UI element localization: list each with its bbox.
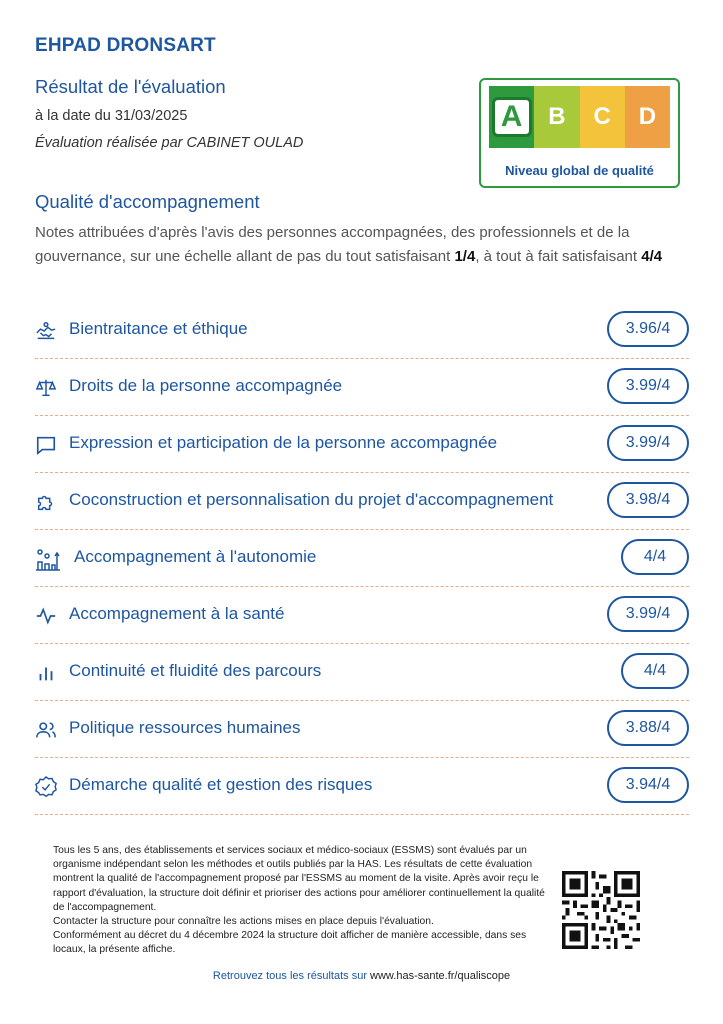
criterion-label: Accompagnement à l'autonomie [74,547,317,566]
grade-scale [489,86,670,148]
criterion-row [35,359,689,416]
grade-d: D [625,86,670,148]
pulse-icon [35,605,57,627]
criterion-row [35,302,689,359]
criterion-score: 3.99/4 [607,368,689,404]
criterion-score: 4/4 [621,539,689,575]
criterion-score: 3.98/4 [607,482,689,518]
puzzle-icon [35,491,57,513]
evaluation-date: à la date du 31/03/2025 [35,108,188,124]
footer-paragraph: Contacter la structure pour connaître les actions mises en place depuis l'évaluation. [53,916,434,928]
criterion-row [35,587,689,644]
result-title: Résultat de l'évaluation [35,76,226,97]
criterion-row [35,473,689,530]
criterion-score: 3.96/4 [607,311,689,347]
grade-b: B [534,86,579,148]
criterion-label: Droits de la personne accompagnée [69,376,343,395]
quality-section-title: Qualité d'accompagnement [35,191,260,212]
intro-text: Notes attribuées d'après l'avis des personnes accompagnées, des professionnels et de la gouvernance, sur une échelle allant de pas du tout satisfaisant [35,224,630,265]
criterion-score: 4/4 [621,653,689,689]
users-icon [35,719,57,741]
evaluator: Évaluation réalisée par CABINET OULAD [35,135,304,151]
criterion-label: Accompagnement à la santé [69,604,285,623]
grade-a [489,86,534,148]
criterion-row [35,644,689,701]
grade-a-selected: A [492,97,532,137]
criterion-score: 3.99/4 [607,425,689,461]
intro-min-score: 1/4 [454,248,476,265]
criterion-label: Continuité et fluidité des parcours [69,661,322,680]
quality-criteria-list [35,302,689,815]
criterion-row [35,758,689,815]
award-badge-icon [35,776,57,798]
quality-intro [35,221,685,269]
criterion-score: 3.94/4 [607,767,689,803]
criterion-row [35,701,689,758]
speech-bubble-icon [35,434,57,456]
link-prefix: Retrouvez tous les résultats sur [212,970,371,982]
handshake-icon [35,320,57,342]
criterion-label: Coconstruction et personnalisation du projet d'accompagnement [69,490,554,509]
criterion-score: 3.88/4 [607,710,689,746]
criterion-row [35,416,689,473]
footer-paragraph: Tous les 5 ans, des établissements et services sociaux et médico-sociaux (ESSMS) sont évalués par un organisme indépendant selon les méthodes et outils publiés par la HAS. Les résultats de cette évaluation montrent la qualité de l'accompagnement proposé par l'ESSMS au moment de la visite. Après avoir reçu le rapport d'évaluation, la structure doit définir et prioriser des actions pour améliorer continuellement la qualité de l'accompagnement. [53,845,545,913]
establishment-name: EHPAD DRONSART [35,35,216,56]
intro-max-score: 4/4 [641,248,663,265]
footer-explanation [53,844,558,958]
criterion-label: Bientraitance et éthique [69,319,248,338]
criterion-score: 3.99/4 [607,596,689,632]
footer-paragraph: Conformément au décret du 4 décembre 2024 la structure doit afficher de manière accessible, dans ses locaux, la présente affiche. [53,930,527,956]
criterion-label: Expression et participation de la personne accompagnée [69,433,498,452]
scales-icon [35,377,57,399]
growth-people-icon [35,548,57,570]
grade-c: C [580,86,625,148]
grade-caption: Niveau global de qualité [505,163,654,178]
global-quality-grade [479,78,680,188]
criterion-label: Politique ressources humaines [69,718,301,737]
qualiscope-link[interactable] [0,970,723,982]
qr-code[interactable] [562,870,640,950]
criterion-label: Démarche qualité et gestion des risques [69,775,373,794]
criterion-row [35,530,689,587]
link-url[interactable]: www.has-sante.fr/qualiscope [370,970,511,982]
bar-chart-icon [35,662,57,684]
intro-text-middle: , à tout à fait satisfaisant [475,248,642,265]
